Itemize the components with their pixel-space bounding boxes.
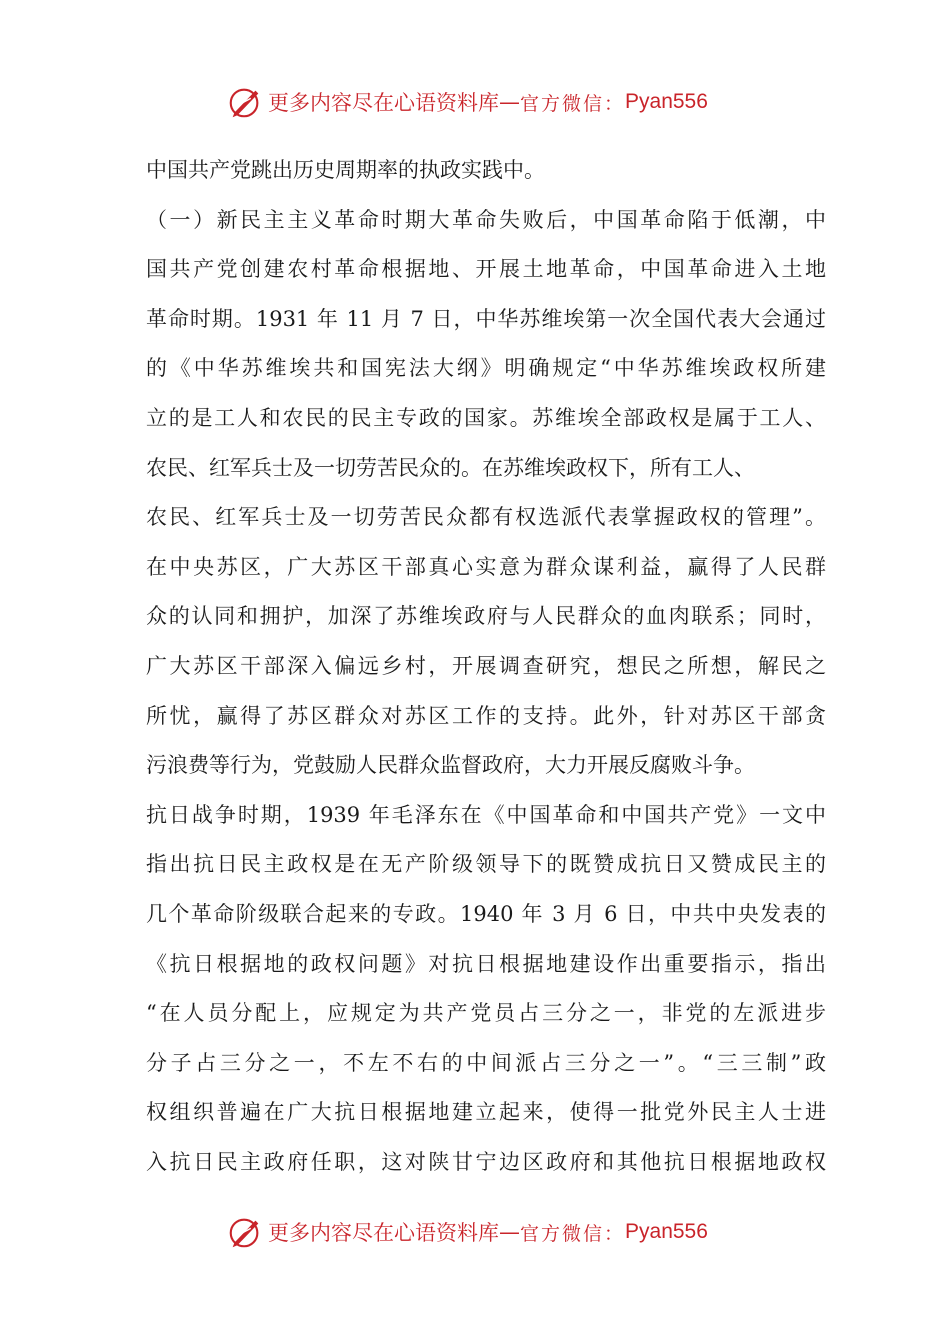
text-line: 《抗日根据地的政权问题》对抗日根据地建设作出重要指示，指出 [146, 951, 826, 976]
text-line: 污浪费等行为，党鼓励人民群众监督政府，大力开展反腐败斗争。 [146, 753, 755, 778]
header-wechat-handle: Pyan556 [625, 90, 708, 113]
text-line: 农民、红军兵士及一切劳苦民众的。在苏维埃政权下，所有工人、 [146, 455, 755, 480]
text-line: 农民、红军兵士及一切劳苦民众都有权选派代表掌握政权的管理”。 [146, 505, 826, 530]
pen-logo-icon [226, 83, 264, 121]
text-line: 分子占三分之一，不左不右的中间派占三分之一”。“三三制”政 [146, 1050, 826, 1075]
text-line: 立的是工人和农民的民主专政的国家。苏维埃全部政权是属于工人、 [146, 405, 826, 430]
text-line: 在中央苏区，广大苏区干部真心实意为群众谋利益，赢得了人民群 [146, 554, 826, 579]
footer-wechat-label: 官方微信： [520, 1222, 626, 1245]
text-line: 权组织普遍在广大抗日根据地建立起来，使得一批党外民主人士进 [146, 1100, 826, 1125]
text-line: 的《中华苏维埃共和国宪法大纲》明确规定“中华苏维埃政权所建 [146, 356, 826, 381]
text-line: 入抗日民主政府任职，这对陕甘宁边区政府和其他抗日根据地政权 [146, 1149, 826, 1174]
header-brand-text: 更多内容尽在心语资料库 [268, 91, 499, 115]
text-line: 众的认同和拥护，加深了苏维埃政府与人民群众的血肉联系；同时， [146, 604, 826, 629]
header-dash: — [499, 90, 520, 114]
text-line: 所忧，赢得了苏区群众对苏区工作的支持。此外，针对苏区干部贪 [146, 703, 826, 728]
header-banner [226, 82, 708, 122]
text-line: 国共产党创建农村革命根据地、开展土地革命，中国革命进入土地 [146, 257, 826, 282]
footer-dash: — [499, 1220, 520, 1244]
text-line: 抗日战争时期，1939 年毛泽东在《中国革命和中国共产党》一文中 [146, 802, 826, 827]
text-line: 中国共产党跳出历史周期率的执政实践中。 [146, 158, 545, 182]
header-wechat-label: 官方微信： [520, 92, 626, 115]
footer-banner [226, 1212, 708, 1252]
footer-wechat-handle: Pyan556 [625, 1220, 708, 1243]
text-line: 指出抗日民主政权是在无产阶级领导下的既赞成抗日又赞成民主的 [146, 852, 826, 877]
text-line: （一）新民主主义革命时期大革命失败后，中国革命陷于低潮，中 [146, 207, 826, 232]
footer-brand-text: 更多内容尽在心语资料库 [268, 1221, 499, 1245]
body-text [146, 153, 826, 1194]
pen-logo-icon [226, 1213, 264, 1251]
text-line: 革命时期。1931 年 11 月 7 日，中华苏维埃第一次全国代表大会通过 [146, 306, 826, 331]
text-line: 几个革命阶级联合起来的专政。1940 年 3 月 6 日，中共中央发表的 [146, 901, 826, 926]
text-line: “在人员分配上，应规定为共产党员占三分之一，非党的左派进步 [146, 1001, 826, 1026]
text-line: 广大苏区干部深入偏远乡村，开展调查研究，想民之所想，解民之 [146, 653, 826, 678]
